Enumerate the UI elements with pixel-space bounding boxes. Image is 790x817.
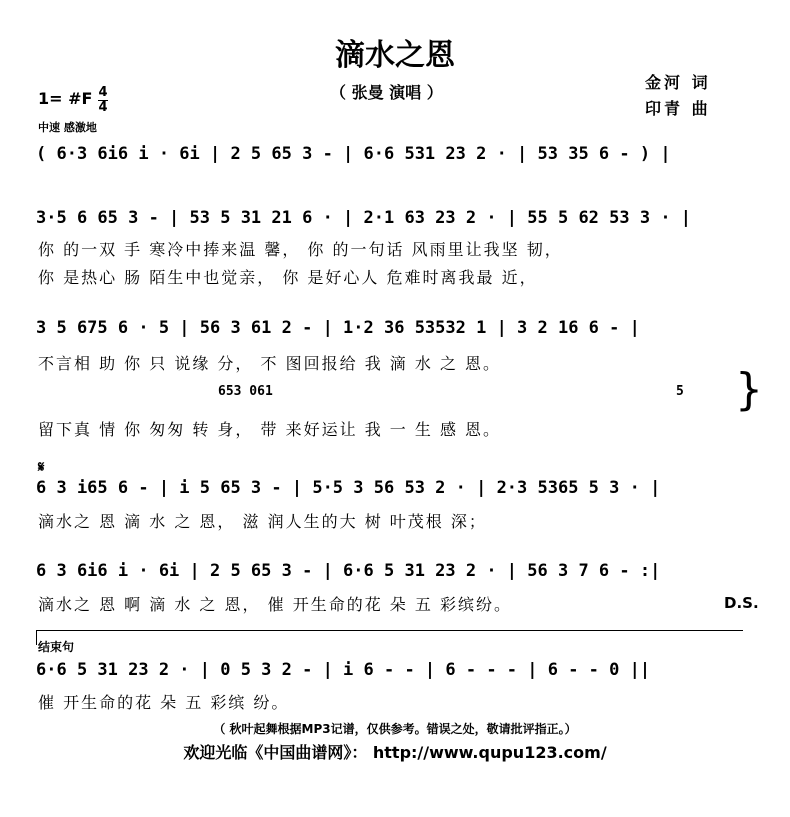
- ending-bracket: [36, 630, 743, 645]
- ending-label: 结束句: [38, 640, 75, 654]
- time-signature-top: 4: [98, 85, 108, 100]
- lyricist-credit: 金河 词: [645, 73, 711, 92]
- time-signature-bottom: 4: [98, 100, 108, 115]
- song-title: 滴水之恩: [335, 38, 455, 73]
- key-signature: 1= #F: [38, 89, 93, 108]
- segno-sign: 𝄋: [38, 458, 45, 476]
- performer-subtitle: （ 张曼 演唱 ）: [330, 83, 443, 102]
- notation-line-1: ( 6·3 6i6 i · 6i | 2 5 65 3 - | 6·6 531 23 2 · | 53 35 6 - ) |: [36, 144, 671, 164]
- time-signature: [98, 86, 108, 115]
- notation-line-2: 3·5 6 65 3 - | 53 5 31 21 6 · | 2·1 63 23 2 · | 55 5 62 53 3 · |: [36, 208, 692, 228]
- alternate-note: 5: [676, 384, 684, 399]
- lyric-line-2-verse-2: 你 是热心 肠 陌生中也觉亲， 你 是好心人 危难时离我最 近，: [38, 268, 538, 287]
- notation-line-5: 6 3 6i6 i · 6i | 2 5 65 3 - | 6·6 5 31 23 2 · | 56 3 7 6 - :|: [36, 561, 661, 581]
- lyric-line-6: 催 开生命的花 朵 五 彩缤 纷。: [38, 693, 290, 712]
- composer-credit: 印青 曲: [645, 99, 711, 118]
- notation-line-4: 6 3 i65 6 - | i 5 65 3 - | 5·5 3 56 53 2 · | 2·3 5365 5 3 · |: [36, 478, 661, 498]
- lyric-line-5: 滴水之 恩 啊 滴 水 之 恩， 催 开生命的花 朵 五 彩缤纷。: [38, 595, 512, 614]
- verse-bracket: }: [735, 364, 763, 415]
- tempo-marking: 中速 感激地: [38, 121, 97, 134]
- lyric-line-3-verse-1: 不言相 助 你 只 说缘 分， 不 图回报给 我 滴 水 之 恩。: [38, 354, 502, 373]
- lyric-line-3-verse-2: 留下真 情 你 匆匆 转 身， 带 来好运让 我 一 生 感 恩。: [38, 420, 502, 439]
- alternate-notes: 653 061: [218, 384, 273, 399]
- notation-line-6: 6·6 5 31 23 2 · | 0 5 3 2 - | i 6 - - | 6 - - - | 6 - - 0 ||: [36, 660, 651, 680]
- dal-segno-mark: D.S.: [724, 594, 759, 612]
- lyric-line-2-verse-1: 你 的一双 手 寒冷中捧来温 馨， 你 的一句话 风雨里让我坚 韧，: [38, 240, 563, 259]
- lyric-line-4: 滴水之 恩 滴 水 之 恩， 滋 润人生的大 树 叶茂根 深；: [38, 512, 487, 531]
- transcription-note: （ 秋叶起舞根据MP3记谱，仅供参考。错误之处，敬请批评指正。）: [213, 722, 577, 736]
- notation-line-3: 3 5 675 6 · 5 | 56 3 61 2 - | 1·2 36 53532 1 | 3 2 16 6 - |: [36, 318, 640, 338]
- website-credit: 欢迎光临《中国曲谱网》： http://www.qupu123.com/: [183, 743, 607, 762]
